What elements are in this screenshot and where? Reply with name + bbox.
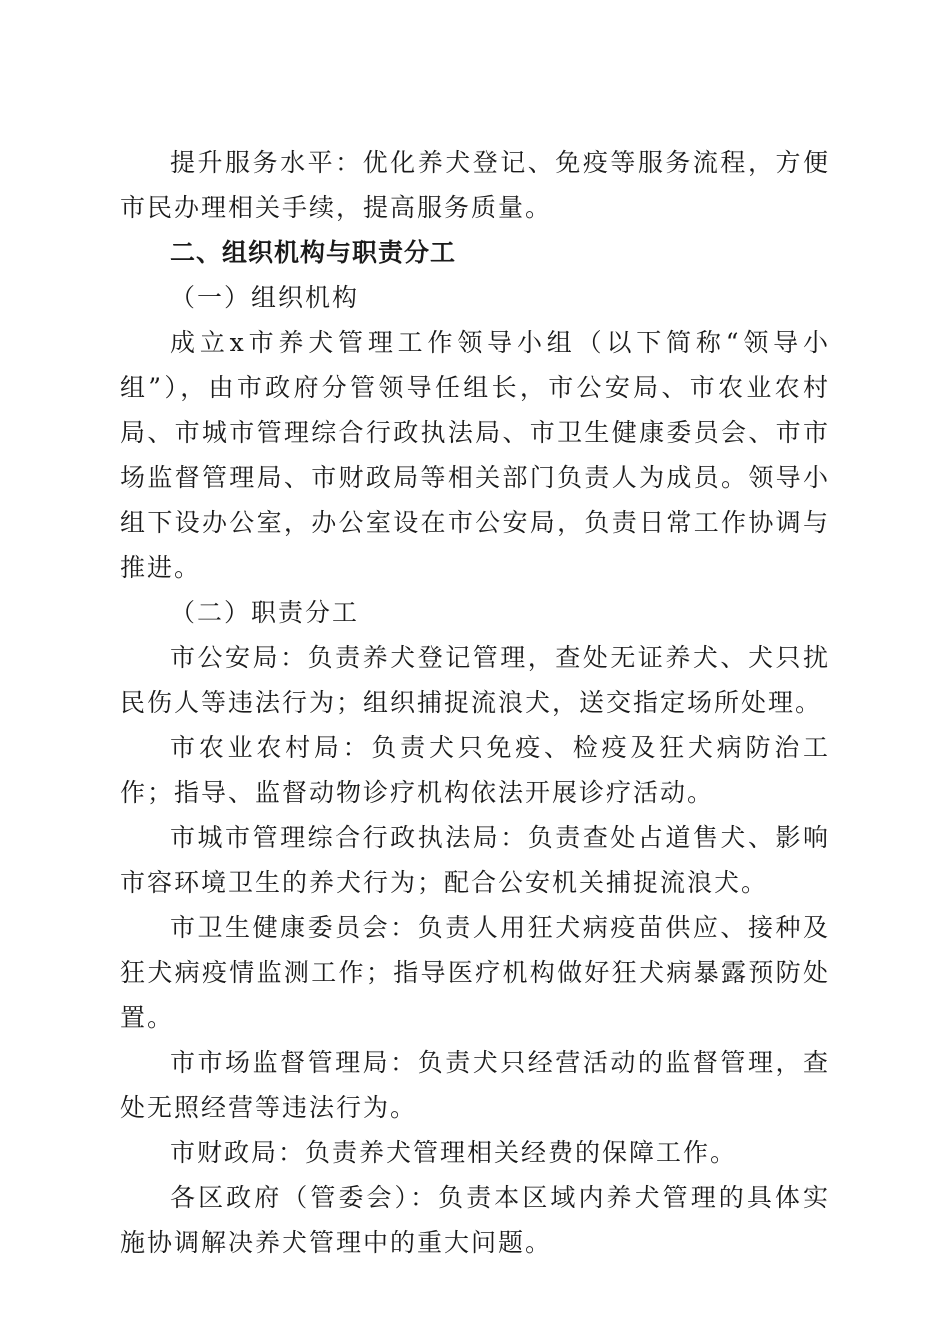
- duty-urban-management: 市城市管理综合行政执法局：负责查处占道售犬、影响市容环境卫生的养犬行为；配合公安机关捕捉流浪犬。: [120, 823, 830, 897]
- section-heading-organization-duties: 二、组织机构与职责分工: [170, 238, 457, 267]
- duty-market-supervision: 市市场监督管理局：负责犬只经营活动的监督管理，查处无照经营等违法行为。: [120, 1048, 830, 1122]
- duty-agriculture: 市农业农村局：负责犬只免疫、检疫及狂犬病防治工作；指导、监督动物诊疗机构依法开展诊疗活动。: [120, 733, 830, 807]
- subheading-duties: （二）职责分工: [170, 598, 360, 627]
- duty-public-security: 市公安局：负责养犬登记管理，查处无证养犬、犬只扰民伤人等违法行为；组织捕捉流浪犬，送交指定场所处理。: [120, 643, 830, 717]
- paragraph-service-level: 提升服务水平：优化养犬登记、免疫等服务流程，方便市民办理相关手续，提高服务质量。: [120, 148, 830, 222]
- paragraph-organization: 成立x市养犬管理工作领导小组（以下简称“领导小组”），由市政府分管领导任组长，市公安局、市农业农村局、市城市管理综合行政执法局、市卫生健康委员会、市市场监督管理局、市财政局等相关部门负责人为成员。领导小组下设办公室，办公室设在市公安局，负责日常工作协调与推进。: [120, 328, 830, 582]
- document-body: [120, 140, 830, 1265]
- duty-health-commission: 市卫生健康委员会：负责人用狂犬病疫苗供应、接种及狂犬病疫情监测工作；指导医疗机构做好狂犬病暴露预防处置。: [120, 913, 830, 1032]
- subheading-organization: （一）组织机构: [170, 283, 360, 312]
- duty-finance: 市财政局：负责养犬管理相关经费的保障工作。: [170, 1138, 738, 1167]
- duty-district-government: 各区政府（管委会）：负责本区域内养犬管理的具体实施协调解决养犬管理中的重大问题。: [120, 1183, 830, 1257]
